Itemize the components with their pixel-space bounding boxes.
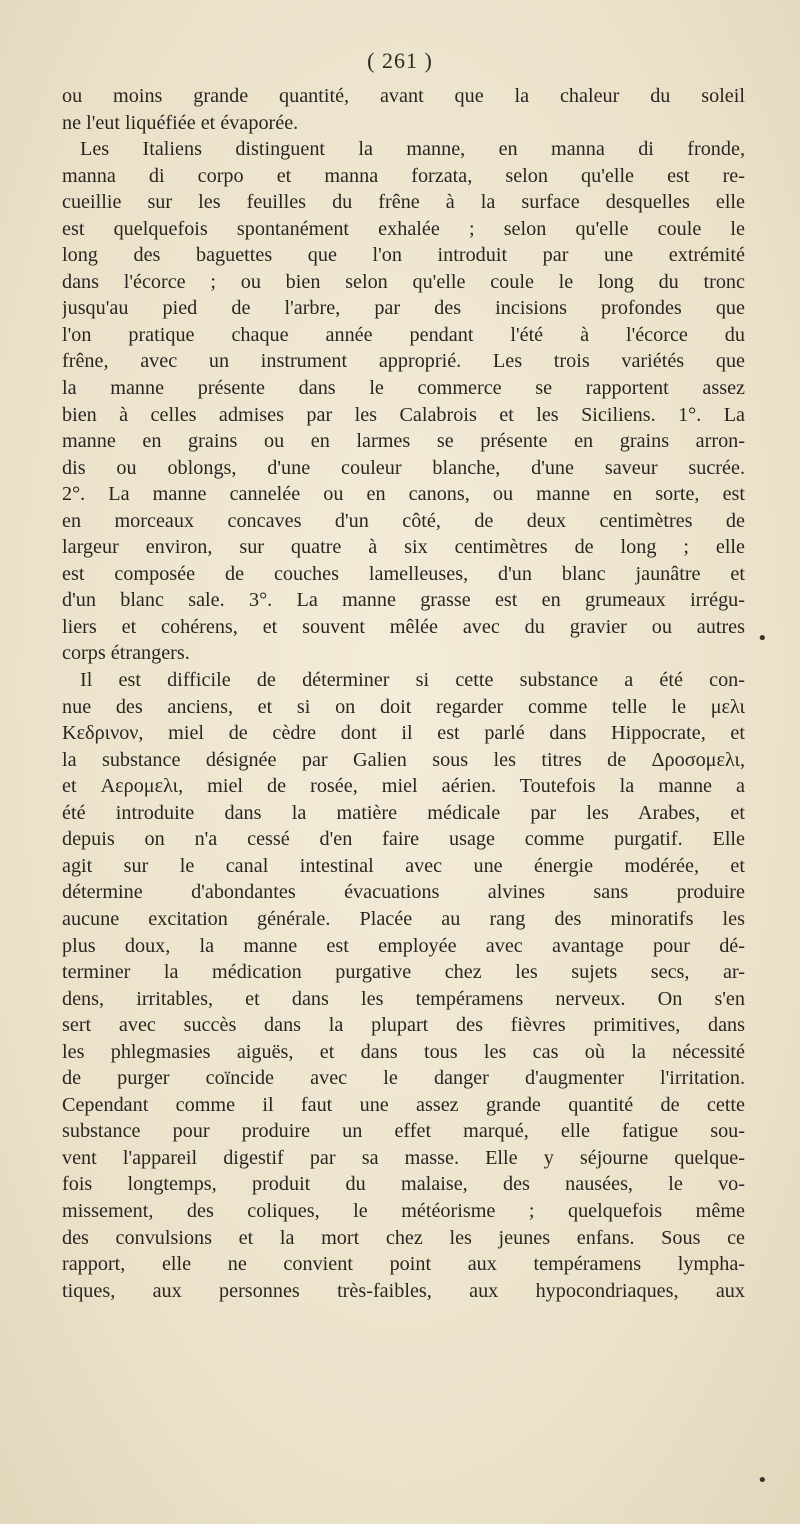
text-line: la manne présente dans le commerce se rapportent assez xyxy=(62,377,745,400)
text-line: Il est difficile de déterminer si cette substance a été con- xyxy=(80,669,745,692)
text-line: plus doux, la manne est employée avec avantage pour dé- xyxy=(62,934,745,957)
text-line: largeur environ, sur quatre à six centimètres de long ; elle xyxy=(62,536,745,559)
text-line: corps étrangers. xyxy=(62,642,190,665)
text-line: est quelquefois spontanément exhalée ; selon qu'elle coule le xyxy=(62,217,745,240)
text-line: manna di corpo et manna forzata, selon qu'elle est re- xyxy=(62,164,745,187)
text-line: Les Italiens distinguent la manne, en manna di fronde, xyxy=(80,138,745,161)
text-line: été introduite dans la matière médicale par les Arabes, et xyxy=(62,801,745,824)
text-line: agit sur le canal intestinal avec une énergie modérée, et xyxy=(62,854,745,877)
text-line: d'un blanc sale. 3°. La manne grasse est en grumeaux irrégu- xyxy=(62,589,745,612)
text-line: Cependant comme il faut une assez grande quantité de cette xyxy=(62,1093,745,1116)
text-line: depuis on n'a cessé d'en faire usage comme purgatif. Elle xyxy=(62,828,745,851)
text-line: fois longtemps, produit du malaise, des nausées, le vo- xyxy=(62,1173,745,1196)
text-line: bien à celles admises par les Calabrois et les Siciliens. 1°. La xyxy=(62,403,745,426)
text-line: long des baguettes que l'on introduit par une extrémité xyxy=(62,244,745,267)
text-line: cueillie sur les feuilles du frêne à la surface desquelles elle xyxy=(62,191,745,214)
text-line: dis ou oblongs, d'une couleur blanche, d'une saveur sucrée. xyxy=(62,456,745,479)
margin-mark: • xyxy=(757,628,768,649)
body-text xyxy=(62,83,745,1304)
text-line: rapport, elle ne convient point aux tempéramens lympha- xyxy=(62,1253,745,1276)
text-line: ne l'eut liquéfiée et évaporée. xyxy=(62,111,299,134)
text-line: les phlegmasies aiguës, et dans tous les cas où la nécessité xyxy=(62,1040,745,1063)
text-line: est composée de couches lamelleuses, d'un blanc jaunâtre et xyxy=(62,562,745,585)
text-line: nue des anciens, et si on doit regarder comme telle le μελι xyxy=(62,695,745,718)
text-line: aucune excitation générale. Placée au rang des minoratifs les xyxy=(62,907,745,930)
text-line: et Αερομελι, miel de rosée, miel aérien. Toutefois la manne a xyxy=(62,775,745,798)
text-line: 2°. La manne cannelée ou en canons, ou manne en sorte, est xyxy=(62,483,745,506)
text-line: en morceaux concaves d'un côté, de deux centimètres de xyxy=(62,509,745,532)
text-line: sert avec succès dans la plupart des fièvres primitives, dans xyxy=(62,1014,745,1037)
text-line: missement, des coliques, le météorisme ; quelquefois même xyxy=(62,1199,745,1222)
text-line: manne en grains ou en larmes se présente en grains arron- xyxy=(62,430,745,453)
text-line: détermine d'abondantes évacuations alvines sans produire xyxy=(62,881,745,904)
text-line: l'on pratique chaque année pendant l'été à l'écorce du xyxy=(62,323,745,346)
text-line: Κεδρινον, miel de cèdre dont il est parlé dans Hippocrate, et xyxy=(62,722,745,745)
text-line: tiques, aux personnes très-faibles, aux hypocondriaques, aux xyxy=(62,1279,745,1302)
text-line: substance pour produire un effet marqué, elle fatigue sou- xyxy=(62,1120,745,1143)
text-line: dens, irritables, et dans les tempéramens nerveux. On s'en xyxy=(62,987,745,1010)
text-line: vent l'appareil digestif par sa masse. Elle y séjourne quelque- xyxy=(62,1146,745,1169)
text-line: terminer la médication purgative chez les sujets secs, ar- xyxy=(62,961,745,984)
page-number: ( 261 ) xyxy=(367,48,433,73)
text-line: frêne, avec un instrument approprié. Les trois variétés que xyxy=(62,350,745,373)
margin-mark: • xyxy=(757,1470,768,1491)
text-line: la substance désignée par Galien sous les titres de Δροσομελι, xyxy=(62,748,745,771)
text-line: liers et cohérens, et souvent mêlée avec du gravier ou autres xyxy=(62,615,745,638)
text-line: des convulsions et la mort chez les jeunes enfans. Sous ce xyxy=(62,1226,745,1249)
text-line: de purger coïncide avec le danger d'augmenter l'irritation. xyxy=(62,1067,745,1090)
text-line: dans l'écorce ; ou bien selon qu'elle coule le long du tronc xyxy=(62,270,745,293)
text-line: jusqu'au pied de l'arbre, par des incisions profondes que xyxy=(62,297,745,320)
text-line: ou moins grande quantité, avant que la chaleur du soleil xyxy=(62,85,745,107)
